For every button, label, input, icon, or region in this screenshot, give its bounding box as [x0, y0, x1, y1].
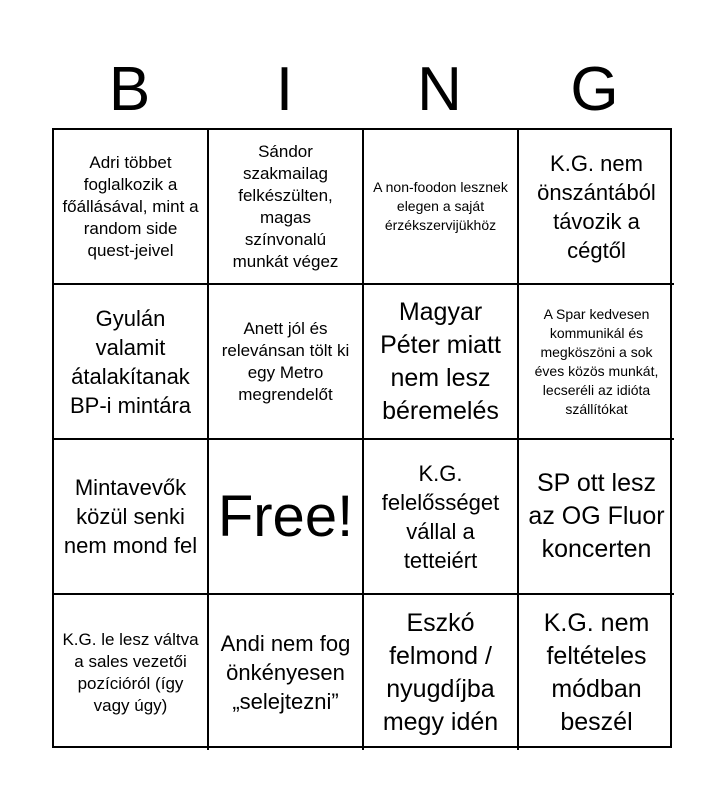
bingo-cell-r4-c3[interactable]: Eszkó felmond / nyugdíjba megy idén	[364, 595, 519, 750]
bingo-header	[52, 52, 672, 128]
bingo-cell-r1-c2[interactable]: Sándor szakmailag felkészülten, magas színvonalú munkát végez	[209, 130, 364, 285]
header-letter-b: B	[108, 55, 151, 124]
header-letter-i: I	[275, 55, 294, 124]
bingo-cell-r2-c1[interactable]: Gyulán valamit átalakítanak BP-i mintára	[54, 285, 209, 440]
bingo-cell-r4-c1[interactable]: K.G. le lesz váltva a sales vezetői pozícióról (így vagy úgy)	[54, 595, 209, 750]
bingo-cell-r3-c3[interactable]: K.G. felelősséget vállal a tetteiért	[364, 440, 519, 595]
header-letter-n: N	[417, 55, 462, 124]
header-letter-g: G	[570, 55, 619, 124]
bingo-cell-r2-c3[interactable]: Magyar Péter miatt nem lesz béremelés	[364, 285, 519, 440]
bingo-free-cell[interactable]: Free!	[209, 440, 364, 595]
bingo-cell-r2-c2[interactable]: Anett jól és relevánsan tölt ki egy Metro megrendelőt	[209, 285, 364, 440]
bingo-cell-r1-c4[interactable]: K.G. nem önszántából távozik a cégtől	[519, 130, 674, 285]
bingo-grid	[52, 128, 672, 748]
bingo-cell-r4-c4[interactable]: K.G. nem feltételes módban beszél	[543, 608, 650, 736]
bingo-cell-r3-c4[interactable]: SP ott lesz az OG Fluor koncerten	[519, 440, 674, 595]
bingo-cell-r4-c2[interactable]: Andi nem fog önkényesen „selejtezni”	[209, 595, 364, 750]
bingo-cell-r1-c3[interactable]: A non-foodon lesznek elegen a saját érzékszervijükhöz	[364, 130, 519, 285]
bingo-cell-r2-c4[interactable]: A Spar kedvesen kommunikál és megköszöni a sok éves közös munkát, lecseréli az idióta szállítókat	[519, 285, 674, 440]
bingo-cell-r3-c1[interactable]: Mintavevők közül senki nem mond fel	[54, 440, 209, 595]
bingo-cell-r1-c1[interactable]: Adri többet foglalkozik a főállásával, mint a random side quest-jeivel	[54, 130, 209, 285]
